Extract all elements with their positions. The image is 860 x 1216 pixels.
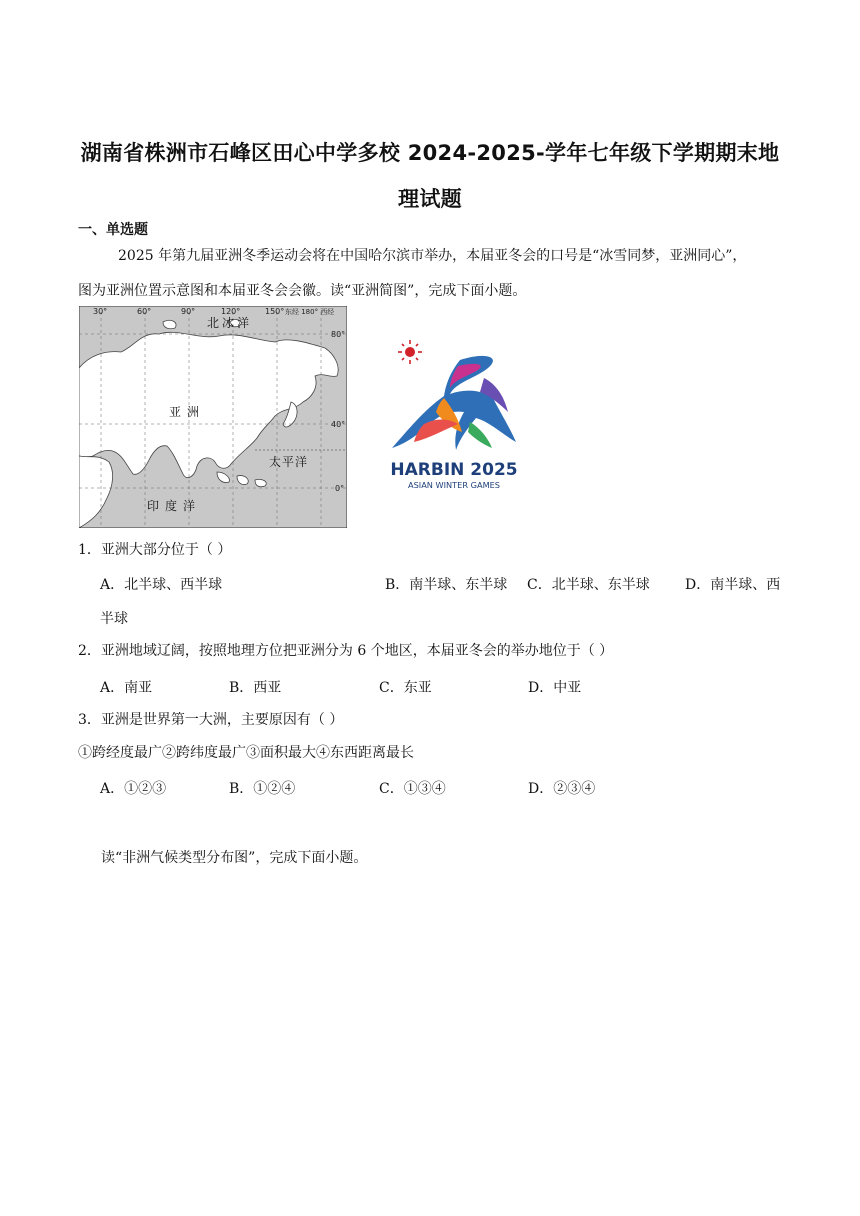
skater-ribbon-icon bbox=[392, 356, 516, 450]
map-label-pacific-ocean: 太平洋 bbox=[269, 455, 309, 469]
lon-label: 90° bbox=[181, 307, 196, 316]
map-label-indian-ocean: 印度洋 bbox=[147, 499, 202, 513]
asia-map-figure bbox=[79, 306, 347, 528]
question-3-stem: 3．亚洲是世界第一大洲，主要原因有（ ） bbox=[78, 712, 344, 728]
logo-wordmark: HARBIN 2025 bbox=[390, 460, 518, 480]
lon-label: 150° bbox=[265, 307, 285, 316]
question-3-statements: ①跨经度最广②跨纬度最广③面积最大④东西距离最长 bbox=[78, 745, 414, 761]
sun-emblem-icon bbox=[398, 340, 422, 364]
lon-label: 东经 180° 西经 bbox=[285, 308, 335, 316]
question-1-option-b[interactable]: B．南半球、东半球 bbox=[385, 577, 508, 593]
question-2-option-a[interactable]: A．南亚 bbox=[100, 680, 153, 696]
question-2-option-c[interactable]: C．东亚 bbox=[379, 680, 432, 696]
question-2-stem: 2．亚洲地域辽阔，按照地理方位把亚洲分为 6 个地区，本届亚冬会的举办地位于（ ） bbox=[78, 643, 614, 659]
intro-line-1: 2025 年第九届亚洲冬季运动会将在中国哈尔滨市举办，本届亚冬会的口号是“冰雪同梦，亚洲同心”， bbox=[118, 248, 747, 264]
map-label-asia: 亚洲 bbox=[169, 405, 206, 419]
question-1-option-c[interactable]: C．北半球、东半球 bbox=[527, 577, 650, 593]
question-1-option-a[interactable]: A．北半球、西半球 bbox=[100, 577, 223, 593]
question-3-option-c[interactable]: C．①③④ bbox=[379, 781, 446, 797]
map-label-arctic-ocean: 北冰洋 bbox=[207, 316, 253, 330]
intro-line-2: 图为亚洲位置示意图和本届亚冬会会徽。读“亚洲简图”，完成下面小题。 bbox=[78, 283, 527, 299]
lon-label: 30° bbox=[93, 307, 108, 316]
logo-subtitle: ASIAN WINTER GAMES bbox=[407, 480, 501, 490]
page-title-continued: 理试题 bbox=[398, 187, 462, 211]
harbin-2025-logo bbox=[384, 338, 524, 493]
question-2-option-d[interactable]: D．中亚 bbox=[528, 680, 582, 696]
lat-label: 40° bbox=[331, 420, 346, 429]
question-1-option-d[interactable]: D．南半球、西 bbox=[685, 577, 781, 593]
question-2-option-b[interactable]: B．西亚 bbox=[229, 680, 282, 696]
question-1-stem: 1．亚洲大部分位于（ ） bbox=[78, 542, 232, 558]
question-3-option-a[interactable]: A．①②③ bbox=[100, 781, 167, 797]
section-heading: 一、单选题 bbox=[78, 222, 148, 238]
lat-label: 80° bbox=[331, 330, 346, 339]
next-group-intro: 读“非洲气候类型分布图”，完成下面小题。 bbox=[101, 850, 368, 866]
question-1-option-d-continued: 半球 bbox=[100, 611, 128, 627]
page-title: 湖南省株洲市石峰区田心中学多校 2024-2025-学年七年级下学期期末地 bbox=[80, 141, 780, 165]
question-3-option-d[interactable]: D．②③④ bbox=[528, 781, 596, 797]
lon-label: 120° bbox=[221, 307, 241, 316]
question-3-option-b[interactable]: B．①②④ bbox=[229, 781, 296, 797]
lat-label: 0° bbox=[335, 484, 345, 493]
lon-label: 60° bbox=[137, 307, 152, 316]
